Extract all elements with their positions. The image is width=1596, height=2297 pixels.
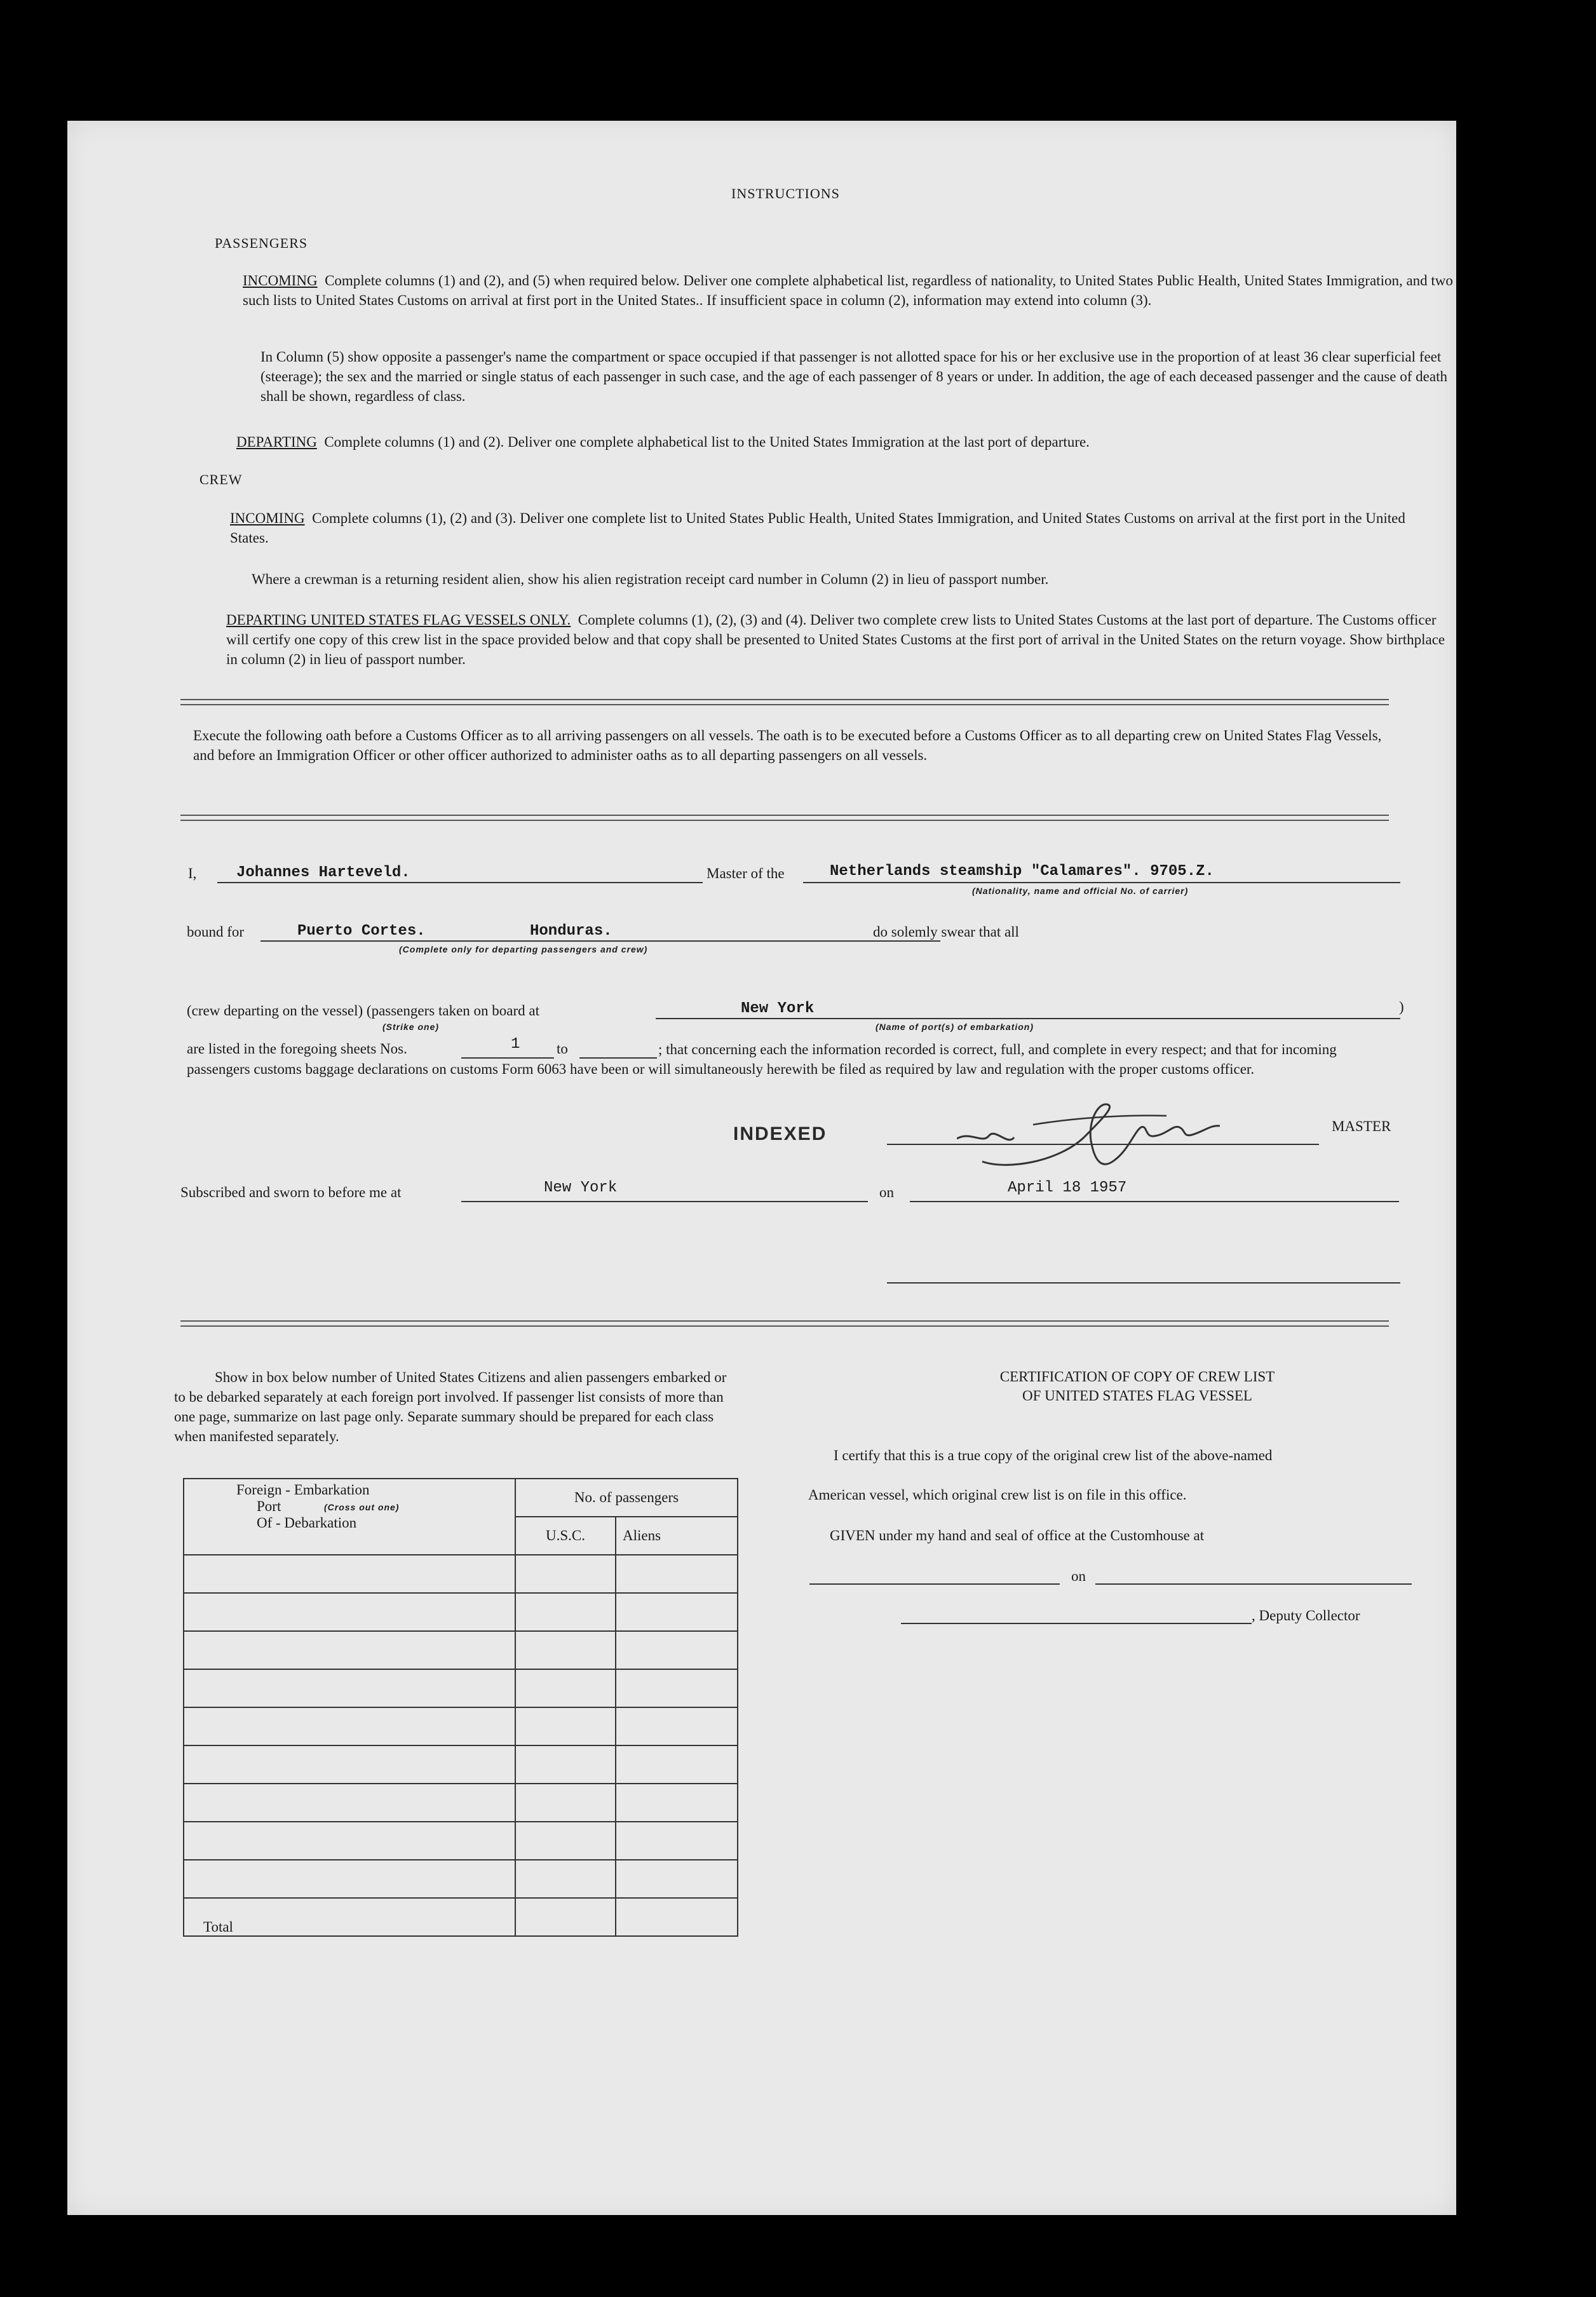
given-text: GIVEN under my hand and seal of office at the Customhouse at <box>830 1528 1205 1543</box>
section-divider <box>180 1320 1389 1327</box>
table-row <box>184 1555 738 1593</box>
officer-signature-line <box>887 1282 1400 1284</box>
sworn-place-field-line <box>461 1201 868 1202</box>
certification-on-label: on <box>1071 1568 1086 1584</box>
table-row <box>184 1745 738 1784</box>
crew-label: CREW <box>200 471 243 487</box>
table-row <box>184 1593 738 1631</box>
table-row <box>184 1631 738 1669</box>
port-column-header <box>184 1479 515 1555</box>
port-header-line1: Foreign - Embarkation <box>236 1482 370 1498</box>
vessel-caption: (Nationality, name and official No. of carrier) <box>972 886 1189 896</box>
table-row-total <box>184 1898 738 1936</box>
crew-incoming-paragraph <box>230 508 1437 548</box>
sworn-date-value: April 18 1957 <box>1008 1179 1127 1196</box>
crew-departing-label: DEPARTING UNITED STATES FLAG VESSELS ONLY. <box>226 612 571 628</box>
passengers-label: PASSENGERS <box>215 235 308 251</box>
embark-port-field-line <box>656 1018 1400 1019</box>
master-name-field-line <box>217 882 703 883</box>
certification-title-line1: CERTIFICATION OF COPY OF CREW LIST <box>999 1369 1275 1385</box>
strike-one-caption: (Strike one) <box>382 1022 440 1032</box>
sworn-place-value: New York <box>544 1179 618 1196</box>
total-label: Total <box>184 1898 515 1936</box>
table-row <box>184 1860 738 1898</box>
section-divider <box>180 699 1389 705</box>
indexed-stamp: INDEXED <box>733 1123 827 1144</box>
passengers-departing-label: DEPARTING <box>236 434 317 450</box>
passengers-column5-paragraph: In Column (5) show opposite a passenger's name the compartment or space occupied if that passenger is not allotted space for his or her exclusive use in the proportion of at least 36 clear superficial feet (steerage); the sex and the married or single status of each passenger in such case, and the age of each passenger of 8 years or under. In addition, the age of each deceased passenger and the cause of death shall be shown, regardless of class. <box>260 349 1447 404</box>
vessel-value: Netherlands steamship "Calamares". 9705.Z. <box>830 863 1214 880</box>
to-label: to <box>557 1041 568 1057</box>
port-header-line2: Port <box>257 1498 281 1514</box>
swear-text: do solemly swear that all <box>873 924 1019 940</box>
table-row <box>184 1822 738 1860</box>
certification-date-field-line <box>1095 1583 1412 1585</box>
passengers-departing-paragraph <box>236 432 1444 452</box>
instructions-heading: INSTRUCTIONS <box>731 186 840 201</box>
crew-incoming-text: Complete columns (1), (2) and (3). Deliver one complete list to United States Public Health, United States Immigration, and United States Customs on arrival at the first port in the United States. <box>230 510 1405 546</box>
master-of-label: Master of the <box>707 865 785 881</box>
embark-port-caption: (Name of port(s) of embarkation) <box>876 1022 1034 1032</box>
table-row <box>184 1669 738 1707</box>
deputy-collector-label: , Deputy Collector <box>1252 1608 1360 1623</box>
sworn-on-label: on <box>879 1184 894 1200</box>
destination-port-value: Puerto Cortes. <box>297 923 426 940</box>
oath-intro-paragraph: Execute the following oath before a Customs Officer as to all arriving passengers on all vessels. The oath is to be executed before a Customs Officer as to all departing crew on United States Flag Vessels, and before an Immigration Officer or other officer authorized to administer oaths as to all departing passengers on all vessels. <box>193 728 1382 763</box>
crew-departing-paragraph <box>226 610 1446 669</box>
close-paren: ) <box>1399 999 1404 1015</box>
master-name-value: Johannes Harteveld. <box>236 864 410 881</box>
certification-title-line2: OF UNITED STATES FLAG VESSEL <box>1022 1388 1252 1404</box>
vessel-field-line <box>803 882 1400 883</box>
passengers-incoming-label: INCOMING <box>243 273 318 288</box>
bound-for-label: bound for <box>187 924 245 940</box>
subscribed-label: Subscribed and sworn to before me at <box>180 1184 402 1200</box>
passengers-incoming-paragraph <box>243 271 1463 310</box>
port-header-note: (Cross out one) <box>324 1502 400 1512</box>
passengers-column-header: No. of passengers <box>515 1479 738 1517</box>
document-sheet <box>67 121 1456 2215</box>
crew-resident-paragraph: Where a crewman is a returning resident alien, show his alien registration receipt card number in Column (2) in lieu of passport number. <box>252 571 1049 587</box>
sheet-from-value: 1 <box>511 1036 520 1053</box>
passengers-departing-text: Complete columns (1) and (2). Deliver one complete alphabetical list to the United States Immigration at the last port of departure. <box>324 434 1090 450</box>
certify-vessel-text: American vessel, which original crew list is on file in this office. <box>808 1487 1187 1503</box>
crew-incoming-label: INCOMING <box>230 510 305 526</box>
bound-for-field-line <box>260 940 940 942</box>
usc-column-header: U.S.C. <box>515 1517 616 1555</box>
aliens-column-header: Aliens <box>616 1517 738 1555</box>
listed-text: are listed in the foregoing sheets Nos. <box>187 1041 407 1057</box>
listed-text-continued: ; that concerning each the information recorded is correct, full, and complete in every respect; and that for incoming passengers customs baggage declarations on customs Form 6063 have been or will simultaneously herewith be filed as required by law and regulation with the proper customs officer. <box>187 1041 1337 1077</box>
port-header-line3: Of - Debarkation <box>257 1515 357 1531</box>
bound-for-caption: (Complete only for departing passengers and crew) <box>399 944 648 954</box>
master-label: MASTER <box>1332 1118 1391 1134</box>
oath-i-label: I, <box>188 865 197 881</box>
certify-text: I certify that this is a true copy of the original crew list of the above-named <box>834 1447 1273 1463</box>
section-divider <box>180 815 1389 821</box>
crew-departing-text: Complete columns (1), (2), (3) and (4). Deliver two complete crew lists to United States Customs at the last port of departure. The Customs officer will certify one copy of this crew list in the space provided below and that copy shall be presented to United States Customs at the first port of arrival in the United States on the return voyage. Show birthplace in column (2) in lieu of passport number. <box>226 612 1445 667</box>
crew-departing-text: (crew departing on the vessel) (passengers taken on board at <box>187 1003 539 1019</box>
sworn-date-field-line <box>910 1201 1399 1202</box>
destination-country-value: Honduras. <box>530 923 612 940</box>
table-row <box>184 1784 738 1822</box>
customhouse-field-line <box>809 1583 1060 1585</box>
master-signature <box>957 1099 1313 1176</box>
table-row <box>184 1707 738 1745</box>
embark-port-value: New York <box>741 1000 815 1017</box>
passengers-incoming-text: Complete columns (1) and (2), and (5) when required below. Deliver one complete alphabetical list, regardless of nationality, to United States Public Health, United States Immigration, and two such lists to United States Customs on arrival at first port in the United States.. If insufficient space in column (2), information may extend into column (3). <box>243 273 1453 308</box>
summary-instructions: Show in box below number of United States Citizens and alien passengers embarked or to be debarked separately at each foreign port involved. If passenger list consists of more than one page, summarize on last page only. Separate summary should be prepared for each class when manifested separately. <box>174 1369 727 1444</box>
passenger-summary-table <box>183 1478 738 1937</box>
deputy-collector-signature-line <box>901 1623 1252 1624</box>
